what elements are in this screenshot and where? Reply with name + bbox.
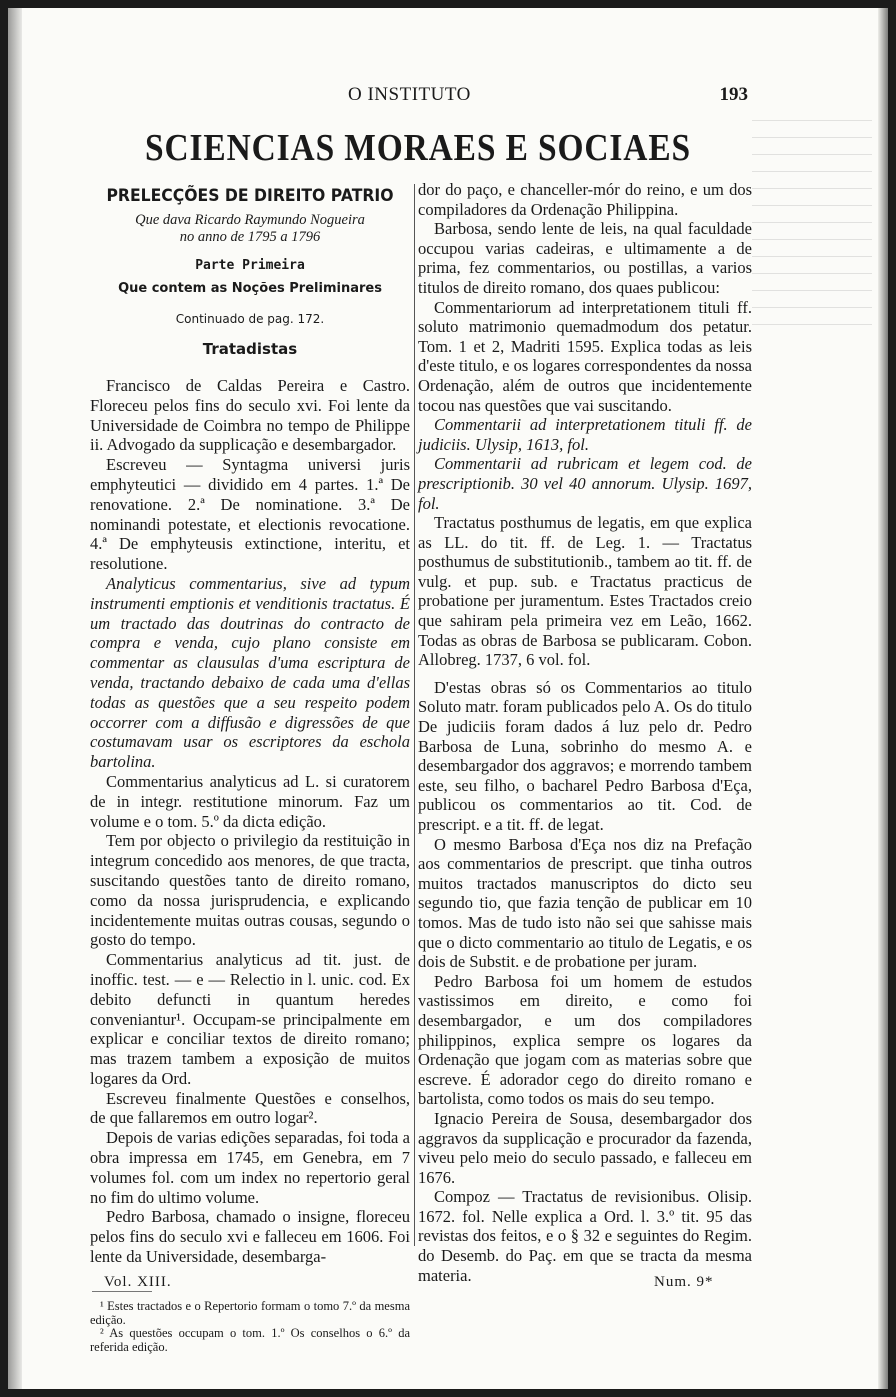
part-heading: Parte Primeira [195,258,305,273]
paragraph: Tem por objecto o privilegio da restituição in integrum concedido aos menores, de que tracta, suscitando questões tanto de direito romano, como da nossa jurisprudencia, e explicando incidentemente muitas outras cousas, segundo o gosto do tempo. [90,831,410,950]
paragraph: Depois de varias edições separadas, foi toda a obra impressa em 1745, em Genebra, em 7 volumes fol. com um index no repertorio geral no fim do ultimo volume. [90,1128,410,1207]
footnote: ² As questões occupam o tom. 1.º Os conselhos o 6.º da referida edição. [90,1326,410,1355]
author-line-1: Que dava Ricardo Raymundo Nogueira [135,212,365,228]
column-rule [414,184,415,1246]
paragraph: Pedro Barbosa foi um homem de estudos vastissimos em direito, e como foi desembargador, e um dos compiladores philippinos, explica sempre os logares da Ordenação que jogam com as materias sobre que escreve. É adorador cego do direito romano e bartolista, como todos os mais do seu tempo. [418,971,752,1109]
paragraph: Commentarius analyticus ad L. si curatorem de in integr. restitutione minorum. Faz um volume e o tom. 5.º da dicta edição. [90,771,410,831]
footnote-rule [92,1291,152,1292]
section-title: SCIENCIAS MORAES E SOCIAES [145,127,691,169]
paragraph: Analyticus commentarius, sive ad typum instrumenti emptionis et venditionis tractatus. É um tractado das doutrinas do contracto de compra e venda, cujo plano consiste em commentar as clausulas d'uma escriptura de venda, tractando debaixo de cada uma d'ellas todas as questões que a seu respeito podem occorrer com a diffusão e digressões de que costumavam usar os escriptores da eschola bartolina. [90,573,410,772]
author-line-2: no anno de 1795 a 1796 [179,229,321,245]
continued-note: Continuado de pag. 172. [175,312,325,326]
paragraph: Escreveu finalmente Questões e conselhos, de que fallaremos em outro logar². [90,1088,410,1128]
paragraph: Barbosa, sendo lente de leis, na qual faculdade occupou varias cadeiras, e ultimamente a de prima, fez commentarios, ou postillas, a varios titulos de direito romano, dos quaes publicou: [418,219,752,297]
paragraph: O mesmo Barbosa d'Eça nos diz na Prefação aos commentarios de prescript. que tinha outros muitos tractados manuscriptos do dicto seu segundo tio, que fazia tenção de publicar em 10 tomos. Mas de tudo isto não sei que sahisse mais que o dicto commentario ao titulo de Legatis, e os dois de Substit. e de probatione per juram. [418,834,752,972]
right-column [418,180,752,1285]
paragraph: Commentarii ad rubricam et legem cod. de prescriptionib. 30 vel 40 annorum. Ulysip. 1697, fol. [418,454,752,513]
scan-edge-left [8,8,22,1389]
paragraph: dor do paço, e chanceller-mór do reino, e um dos compiladores da Ordenação Philippina. [418,180,752,219]
footnote: ¹ Estes tractados e o Repertorio formam o tomo 7.º da mesma edição. [90,1298,410,1327]
signature-mark: Num. 9* [654,1274,714,1290]
left-column [90,180,410,1355]
scan-edge-right [878,8,888,1389]
paragraph: Commentariorum ad interpretationem tituli ff. soluto matrimonio quemadmodum dos petatur. Tom. 1 et 2, Madriti 1595. Explica todas as leis d'este titulo, e os logares correspondentes da nossa Ordenação, além de outros que incidentemente tocou nas questões que vai suscitando. [418,297,752,415]
paragraph: Francisco de Caldas Pereira e Castro. Floreceu pelos fins do seculo xvi. Foi lente da Universidade de Coimbra no tempo de Philippe ii. Advogado da supplicação e desembargador. [90,376,410,455]
paragraph: D'estas obras só os Commentarios ao titulo Soluto matr. foram publicados pelo A. Os do titulo De judiciis foram dados á luz pelo dr. Pedro Barbosa de Luna, sobrinho do mesmo A. e desembargador dos aggravos; e morrendo tambem este, seu filho, o bacharel Pedro Barbosa d'Eça, publicou os commentarios ao tit. Cod. de prescript. e a tit. ff. de legat. [418,677,752,834]
paragraph: Commentarius analyticus ad tit. just. de inoffic. test. — e — Relectio in l. unic. cod. Ex debito defuncti in quantum heredes conveniantur¹. Occupam-se principalmente em explicar e conciliar textos de direito romano; mas trazem tambem a exposição de muitos logares da Ord. [90,950,410,1088]
paragraph: Escreveu — Syntagma universi juris emphyteutici — dividido em 4 partes. 1.ª De renovatione. 2.ª De nominatione. 3.ª De nominandi potestate, et electionis revocatione. 4.ª De emphyteusis extinctione, interitu, et resolutione. [90,455,410,574]
part-subtitle: Que contem as Noções Preliminares [118,281,382,296]
volume-label: Vol. XIII. [104,1274,172,1290]
paragraph: Compoz — Tractatus de revisionibus. Olisip. 1672. fol. Nelle explica a Ord. l. 3.º tit. 95 das revistas dos feitos, e o § 32 e seguintes do Regim. do Desemb. do Paç. em que se tracta da mesma materia. [418,1187,752,1285]
running-head [8,84,888,106]
paragraph: Tractatus posthumus de legatis, em que explica as LL. do tit. ff. de Leg. 1. — Tractatus posthumus de substitutionib., tambem ao tit. ff. de vulg. et pup. sub. e Tractatus practicus de probatione per juramentum. Estes Tractados creio que sahiram pela primeira vez em Leão, 1662. Todas as obras de Barbosa se publicaram. Cobon. Allobreg. 1737, 6 vol. fol. [418,513,752,670]
page-number: 193 [719,84,748,105]
paragraph: Ignacio Pereira de Sousa, desembargador dos aggravos da supplicação e procurador da fazenda, viveu pelo meio do seculo passado, e falleceu em 1676. [418,1108,752,1187]
paragraph: Commentarii ad interpretationem tituli ff. de judiciis. Ulysip, 1613, fol. [418,415,752,454]
paragraph: Pedro Barbosa, chamado o insigne, floreceu pelos fins do seculo xvi e falleceu em 1606. Foi lente da Universidade, desembarga- [90,1207,410,1267]
subsection-heading: Tratadistas [202,340,298,358]
page [8,8,888,1389]
journal-title: O INSTITUTO [348,84,471,105]
lecture-title: PRELECÇÕES DE DIREITO PATRIO [106,186,394,206]
